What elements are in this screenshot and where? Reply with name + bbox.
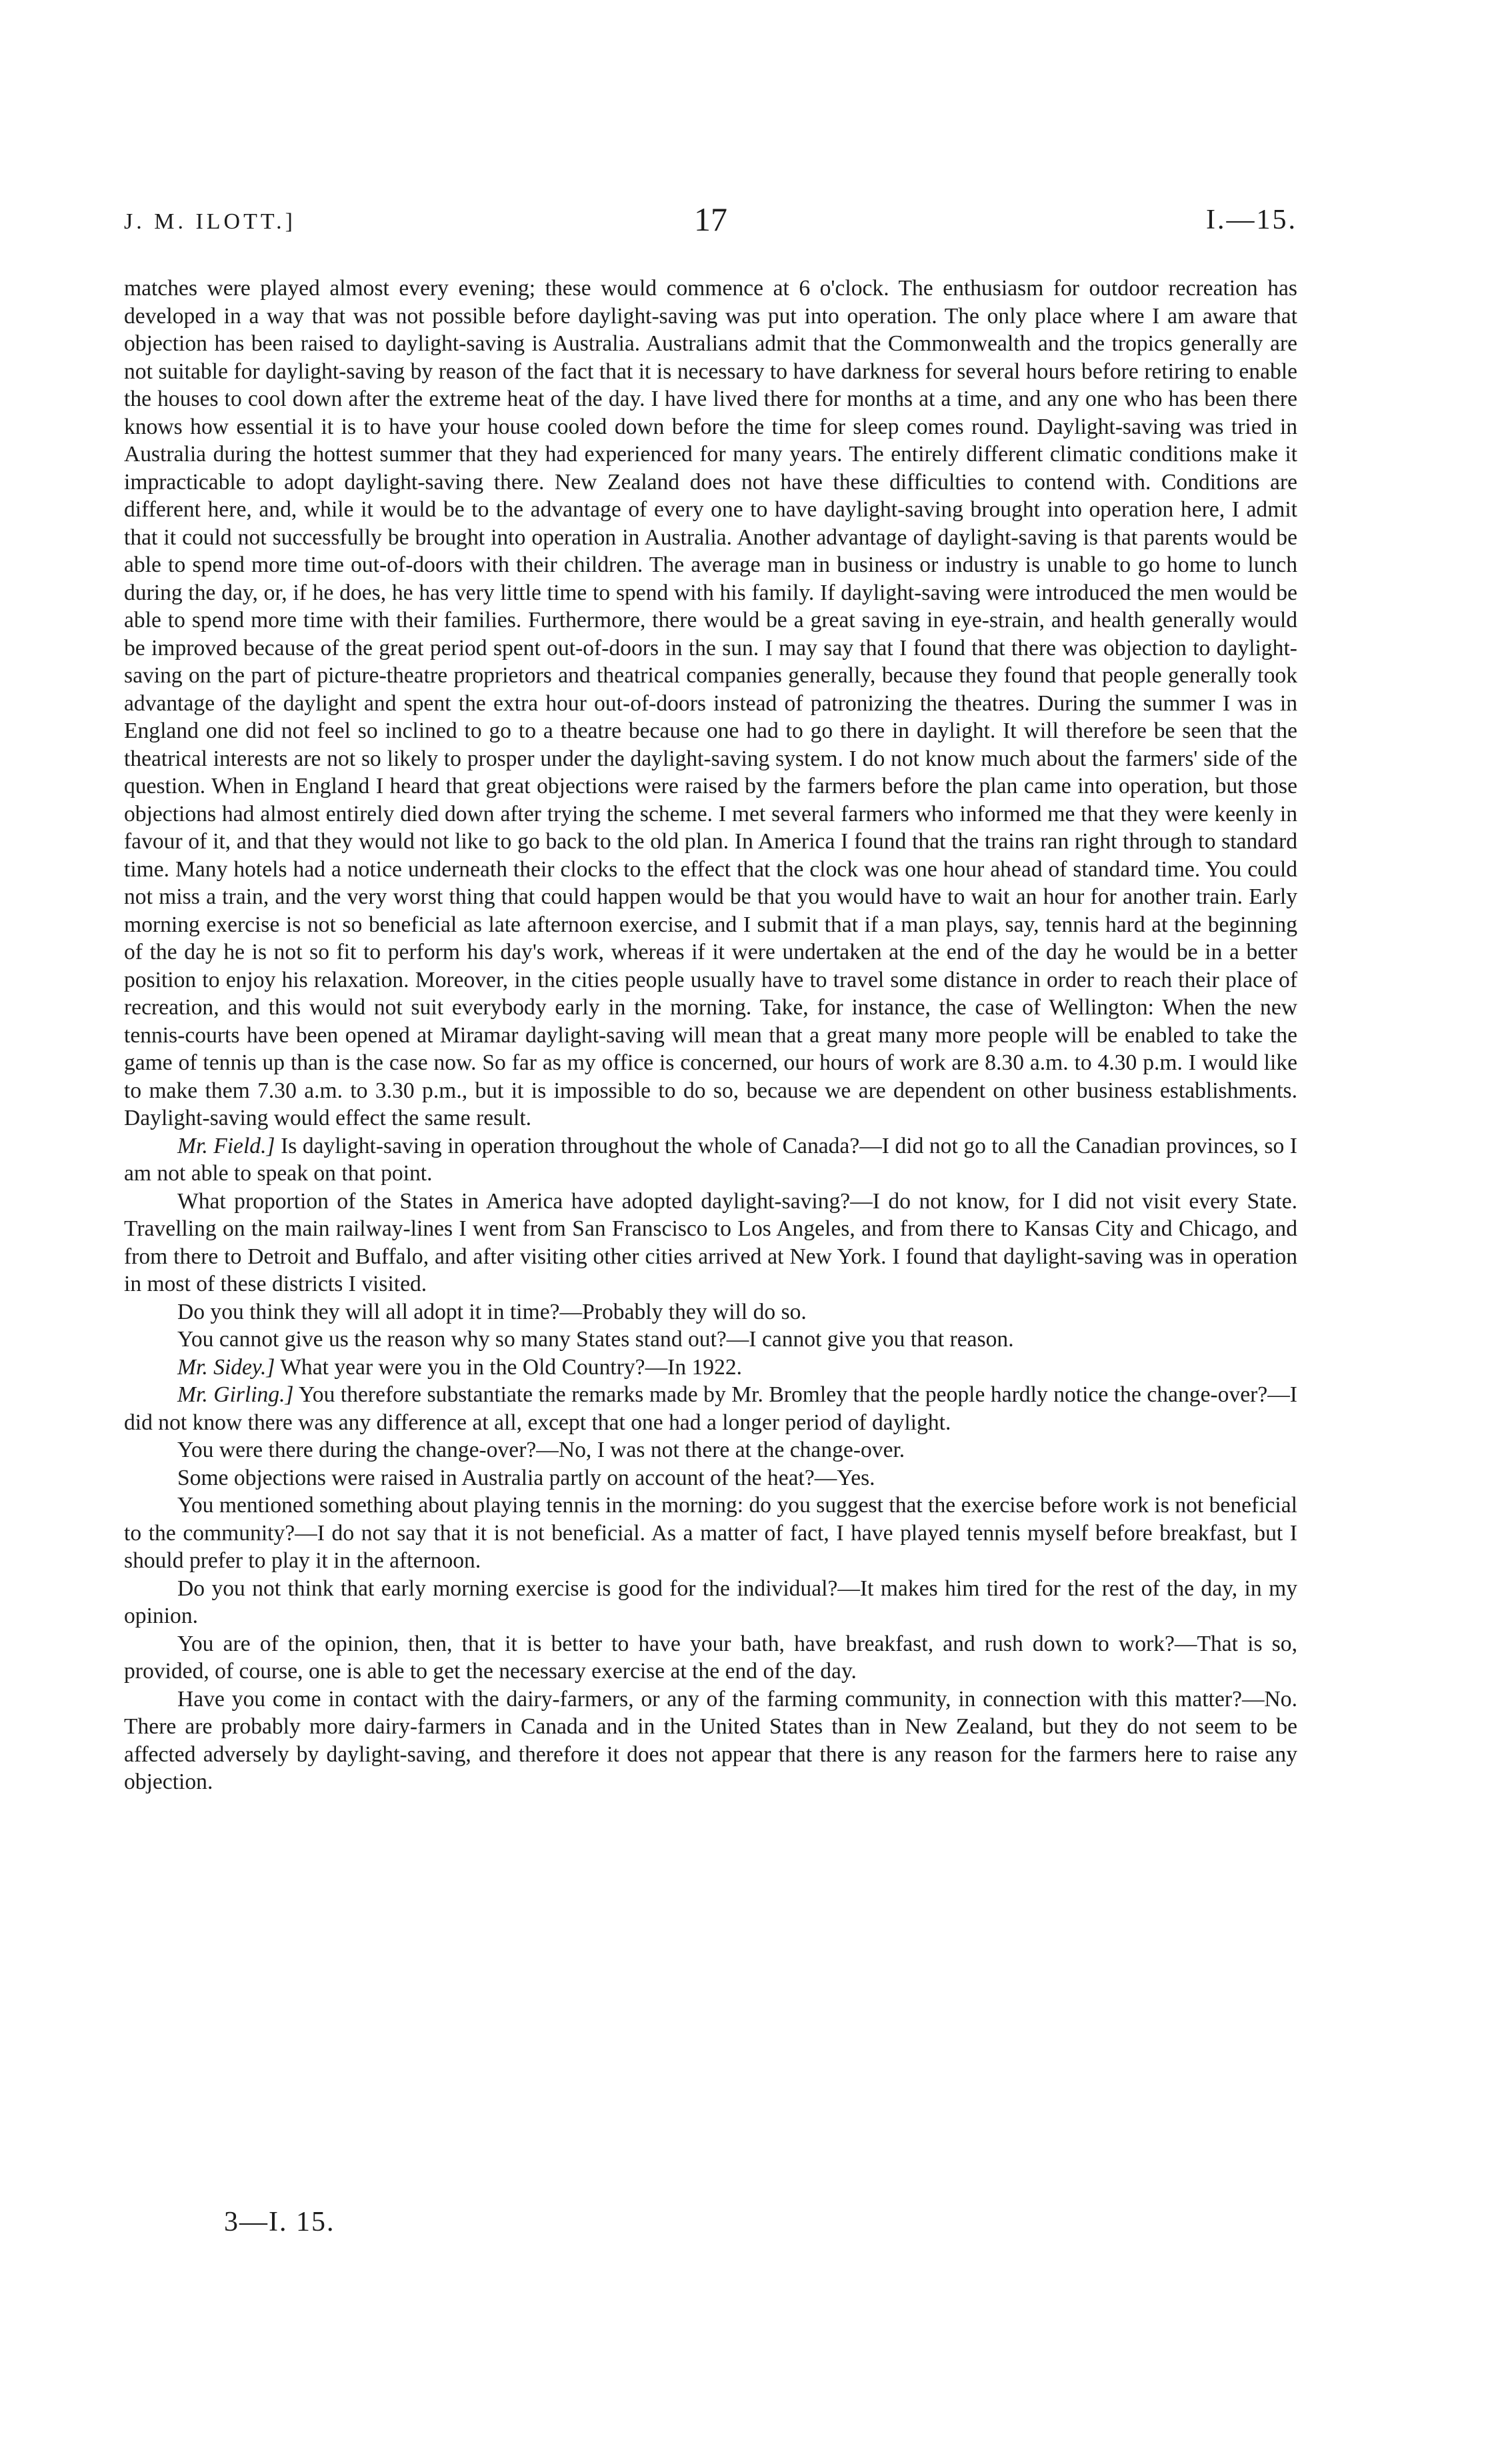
paragraph-text: matches were played almost every evening; these would commence at 6 o'clock. The enthusiasm for outdoor recreation has developed in a way that was not possible before daylight-saving was put into operation. The only place where I am aware that objection has been raised to daylight-saving is Australia. Australians admit that the Commonwealth and the tropics generally are not suitable for daylight-saving by reason of the fact that it is necessary to have darkness for several hours before retiring to enable the houses to cool down after the extreme heat of the day. I have lived there for months at a time, and any one who has been there knows how essential it is to have your house cooled down before the time for sleep comes round. Daylight-saving was tried in Australia during the hottest summer that they had experienced for many years. The entirely different climatic conditions make it impracticable to adopt daylight-saving there. New Zealand does not have these difficulties to contend with. Conditions are different here, and, while it would be to the advantage of every one to have daylight-saving brought into operation here, I admit that it could not successfully be brought into operation in Australia. Another advantage of daylight-saving is that parents would be able to spend more time out-of-doors with their children. The average man in business or industry is unable to go home to lunch during the day, or, if he does, he has very little time to spend with his family. If daylight-saving were introduced the men would be able to spend more time with their families. Furthermore, there would be a great saving in eye-strain, and health generally would be improved because of the great period spent out-of-doors in the sun. I may say that I found that there was objection to daylight-saving on the part of picture-theatre proprietors and theatrical companies generally, because they found that people generally took advantage of the daylight and spent the extra hour out-of-doors instead of patronizing the theatres. During the summer I was in England one did not feel so inclined to go to a theatre because one had to go there in daylight. It will therefore be seen that the theatrical interests are not so likely to prosper under the daylight-saving system. I do not know much about the farmers' side of the question. When in England I heard that great objections were raised by the farmers before the plan came into operation, but those objections had almost entirely died down after trying the scheme. I met several farmers who informed me that they were keenly in favour of it, and that they would not like to go back to the old plan. In America I found that the trains ran right through to standard time. Many hotels had a notice underneath their clocks to the effect that the clock was one hour ahead of standard time. You could not miss a train, and the very worst thing that could happen would be that you would have to wait an hour for another train. Early morning exercise is not so beneficial as late afternoon exercise, and I submit that if a man plays, say, tennis hard at the beginning of the day he is not so fit to perform his day's work, whereas if it were undertaken at the end of the day he would be in a better position to enjoy his relaxation. Moreover, in the cities people usually have to travel some distance in order to reach their place of recreation, and this would not suit everybody early in the morning. Take, for instance, the case of Wellington: When the new tennis-courts have been opened at Miramar daylight-saving will mean that a great many more people will be enabled to take the game of tennis up than is the case now. So far as my office is concerned, our hours of work are 8.30 a.m. to 4.30 p.m. I would like to make them 7.30 a.m. to 3.30 p.m., but it is impossible to do so, because we are dependent on other business establishments. Daylight-saving would effect the same result. (124, 276, 1297, 1130)
speaker-label: Mr. Girling.] (177, 1382, 294, 1407)
paragraph-text: You were there during the change-over?—No, I was not there at the change-over. (177, 1438, 905, 1462)
paragraph-text: Have you come in contact with the dairy-farmers, or any of the farming community, in connection with this matter?—No. There are probably more dairy-farmers in Canada and in the United States than in New Zealand, but they do not seem to be affected adversely by daylight-saving, and therefore it does not appear that there is any reason for the farmers here to raise any objection. (124, 1686, 1297, 1794)
paragraph (124, 1354, 1297, 1382)
document-reference: I.—15. (1206, 205, 1297, 235)
paragraph (124, 1132, 1297, 1188)
paragraph (124, 1630, 1297, 1686)
paragraph-text: What proportion of the States in America have adopted daylight-saving?—I do not know, for I did not visit every State. Travelling on the main railway-lines I went from San Franscisco to Los Angeles, and from there to Kansas City and Chicago, and from there to Detroit and Buffalo, and after visiting other cities arrived at New York. I found that daylight-saving was in operation in most of these districts I visited. (124, 1188, 1297, 1296)
paragraph (124, 1326, 1297, 1354)
evidence-text (124, 275, 1297, 1796)
paragraph (124, 1381, 1297, 1436)
paragraph (124, 275, 1297, 1132)
paragraph (124, 1188, 1297, 1298)
paragraph (124, 1686, 1297, 1796)
paragraph (124, 1492, 1297, 1575)
paragraph-text: Do you think they will all adopt it in time?—Probably they will do so. (177, 1299, 807, 1324)
witness-name: J. M. ILOTT.] (124, 209, 296, 234)
paragraph-text: Do you not think that early morning exercise is good for the individual?—It makes him tired for the rest of the day, in my opinion. (124, 1576, 1297, 1628)
page-header (124, 200, 1297, 240)
paragraph-text: What year were you in the Old Country?—In 1922. (280, 1354, 743, 1380)
speaker-label: Mr. Sidey.] (177, 1354, 275, 1380)
paragraph-text: Some objections were raised in Australia partly on account of the heat?—Yes. (177, 1465, 875, 1490)
paragraph-text: You therefore substantiate the remarks made by Mr. Bromley that the people hardly notice the change-over?—I did not know there was any difference at all, except that one had a longer period of daylight. (124, 1382, 1297, 1435)
paragraph-text: You mentioned something about playing tennis in the morning: do you suggest that the exercise before work is not beneficial to the community?—I do not say that it is not beneficial. As a matter of fact, I have played tennis myself before breakfast, but I should prefer to play it in the afternoon. (124, 1493, 1297, 1573)
paragraph-text: You cannot give us the reason why so many States stand out?—I cannot give you that reason. (177, 1327, 1014, 1352)
paragraph (124, 1464, 1297, 1492)
paragraph (124, 1575, 1297, 1630)
paragraph (124, 1298, 1297, 1326)
paragraph (124, 1436, 1297, 1464)
paragraph-text: Is daylight-saving in operation throughout the whole of Canada?—I did not go to all the Canadian provinces, so I am not able to speak on that point. (124, 1133, 1297, 1186)
speaker-label: Mr. Field.] (177, 1133, 275, 1158)
signature-mark: 3—I. 15. (224, 2207, 335, 2237)
paragraph-text: You are of the opinion, then, that it is better to have your bath, have breakfast, and rush down to work?—That is so, provided, of course, one is able to get the necessary exercise at the end of the day. (124, 1631, 1297, 1684)
page-number: 17 (694, 201, 727, 238)
